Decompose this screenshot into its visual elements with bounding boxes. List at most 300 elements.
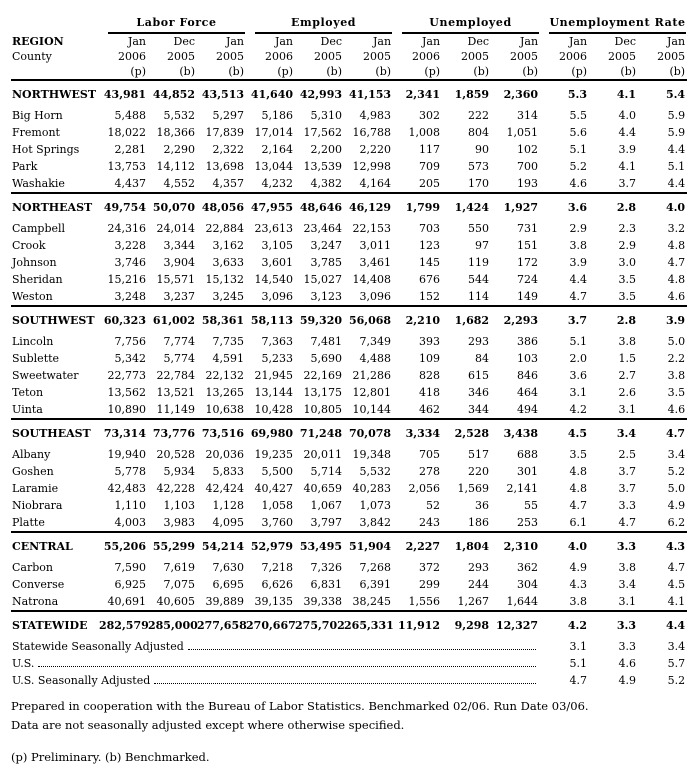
value-cell: 5.1 xyxy=(569,335,588,348)
value-cell: 3,983 xyxy=(163,516,195,529)
value-cell: 2,056 xyxy=(408,482,441,495)
value-cell: 48,646 xyxy=(295,193,344,220)
dot-leader xyxy=(38,666,536,667)
value-cell: 5.9 xyxy=(667,126,686,139)
value-cell: 39,338 xyxy=(303,595,343,608)
county-row-sheridan xyxy=(11,271,687,288)
value-cell: 5,186 xyxy=(261,109,294,122)
county-row-campbell xyxy=(11,220,687,237)
value-cell: 3,760 xyxy=(261,516,294,529)
value-cell: 3.1 xyxy=(569,640,588,653)
value-cell: 42,228 xyxy=(156,482,195,495)
value-cell: 3,096 xyxy=(359,290,392,303)
value-cell: 3.9 xyxy=(618,143,637,156)
dot-leader xyxy=(154,683,536,684)
value-cell: 573 xyxy=(468,160,490,173)
value-cell: 3,633 xyxy=(212,256,245,269)
value-cell: 4.1 xyxy=(589,80,638,107)
county-row-niobrara xyxy=(11,497,687,514)
adjusted-row-u-s xyxy=(11,655,687,672)
county-name: Teton xyxy=(12,386,44,399)
value-cell: 2,360 xyxy=(491,80,540,107)
value-cell: 7,363 xyxy=(261,335,294,348)
value-cell: 22,884 xyxy=(205,222,245,235)
value-cell: 15,132 xyxy=(205,273,245,286)
value-cell: 5,488 xyxy=(114,109,146,122)
value-cell: 2,293 xyxy=(491,306,540,333)
value-cell: 14,112 xyxy=(156,160,195,173)
group-employed xyxy=(246,12,393,34)
county-name: Albany xyxy=(12,448,51,461)
header-year-row xyxy=(11,49,687,64)
county-name: Washakie xyxy=(12,177,65,190)
value-cell: 6,831 xyxy=(310,578,343,591)
county-row-teton xyxy=(11,384,687,401)
value-cell: 4.3 xyxy=(638,532,687,559)
value-cell: 2,290 xyxy=(163,143,195,156)
value-cell: 3.9 xyxy=(638,306,687,333)
county-name: Fremont xyxy=(12,126,60,139)
value-cell: 4.0 xyxy=(638,193,687,220)
value-cell: 55,206 xyxy=(99,532,148,559)
value-cell: 4,232 xyxy=(261,177,294,190)
value-cell: 3,123 xyxy=(310,290,343,303)
value-cell: 6,925 xyxy=(114,578,146,591)
col-month-g2-c3: Jan xyxy=(372,35,392,48)
region-row-southwest xyxy=(11,306,687,333)
value-cell: 3,842 xyxy=(359,516,392,529)
value-cell: 43,513 xyxy=(197,80,246,107)
labor-force-table xyxy=(11,12,687,689)
county-row-hot-springs xyxy=(11,141,687,158)
value-cell: 151 xyxy=(517,239,539,252)
value-cell: 48,056 xyxy=(197,193,246,220)
value-cell: 4,382 xyxy=(310,177,343,190)
value-cell: 6.2 xyxy=(667,516,686,529)
value-cell: 19,348 xyxy=(352,448,392,461)
value-cell: 462 xyxy=(419,403,441,416)
county-name: Big Horn xyxy=(12,109,63,122)
value-cell: 3,162 xyxy=(212,239,245,252)
value-cell: 42,424 xyxy=(205,482,245,495)
value-cell: 42,483 xyxy=(107,482,146,495)
col-month-g3-c1: Jan xyxy=(421,35,441,48)
value-cell: 804 xyxy=(468,126,490,139)
adjusted-label-text: Statewide Seasonally Adjusted xyxy=(12,640,184,653)
col-note-g1-c1: (p) xyxy=(130,65,146,78)
county-name: Johnson xyxy=(12,256,57,269)
value-cell: 4.6 xyxy=(667,403,686,416)
value-cell: 4,003 xyxy=(114,516,146,529)
value-cell: 52,979 xyxy=(246,532,295,559)
col-month-g4-c1: Jan xyxy=(568,35,588,48)
value-cell: 4.0 xyxy=(540,532,589,559)
county-name: Sheridan xyxy=(12,273,63,286)
county-header-label: County xyxy=(12,50,52,63)
value-cell: 4.1 xyxy=(667,595,686,608)
value-cell: 244 xyxy=(468,578,490,591)
group-labor-force xyxy=(99,12,246,34)
value-cell: 59,320 xyxy=(295,306,344,333)
value-cell: 114 xyxy=(468,290,490,303)
value-cell: 4.4 xyxy=(618,126,637,139)
value-cell: 3.5 xyxy=(618,273,637,286)
value-cell: 5.1 xyxy=(569,657,588,670)
col-year-g2-c3: 2005 xyxy=(363,50,392,63)
value-cell: 1,556 xyxy=(408,595,441,608)
county-row-washakie xyxy=(11,175,687,193)
value-cell: 1,058 xyxy=(261,499,294,512)
value-cell: 14,540 xyxy=(254,273,294,286)
value-cell: 3.8 xyxy=(569,595,588,608)
value-cell: 3,096 xyxy=(261,290,294,303)
adjusted-label-text: U.S. xyxy=(12,657,35,670)
value-cell: 193 xyxy=(517,177,539,190)
value-cell: 1,859 xyxy=(442,80,491,107)
value-cell: 3.1 xyxy=(618,403,637,416)
value-cell: 40,283 xyxy=(352,482,392,495)
value-cell: 393 xyxy=(419,335,441,348)
value-cell: 282,579 xyxy=(99,611,148,638)
county-name: Lincoln xyxy=(12,335,54,348)
value-cell: 346 xyxy=(468,386,490,399)
col-note-g3-c1: (p) xyxy=(424,65,441,78)
col-note-g2-c3: (b) xyxy=(375,65,392,78)
value-cell: 386 xyxy=(517,335,539,348)
value-cell: 293 xyxy=(468,335,490,348)
value-cell: 301 xyxy=(517,465,539,478)
value-cell: 2.7 xyxy=(618,369,637,382)
value-cell: 21,945 xyxy=(254,369,294,382)
value-cell: 1,424 xyxy=(442,193,491,220)
value-cell: 3,601 xyxy=(261,256,294,269)
value-cell: 17,562 xyxy=(303,126,343,139)
value-cell: 23,464 xyxy=(303,222,343,235)
value-cell: 700 xyxy=(517,160,539,173)
value-cell: 5.0 xyxy=(667,335,686,348)
value-cell: 4.9 xyxy=(569,561,588,574)
value-cell: 275,702 xyxy=(295,611,344,638)
footer-adjustment-line: Data are not seasonally adjusted except where otherwise specified. xyxy=(11,718,405,732)
value-cell: 22,169 xyxy=(303,369,343,382)
value-cell: 2.9 xyxy=(618,239,637,252)
value-cell: 4,488 xyxy=(359,352,392,365)
value-cell: 2.9 xyxy=(569,222,588,235)
value-cell: 293 xyxy=(468,561,490,574)
value-cell: 11,912 xyxy=(393,611,442,638)
value-cell: 56,068 xyxy=(344,306,393,333)
table-body xyxy=(11,80,687,689)
value-cell: 22,153 xyxy=(352,222,392,235)
county-name: Hot Springs xyxy=(12,143,80,156)
value-cell: 277,658 xyxy=(197,611,246,638)
value-cell: 10,428 xyxy=(254,403,294,416)
group-employed-label: Employed xyxy=(255,16,392,34)
value-cell: 3.3 xyxy=(589,611,638,638)
value-cell: 23,613 xyxy=(254,222,294,235)
value-cell: 4,591 xyxy=(212,352,245,365)
value-cell: 2,310 xyxy=(491,532,540,559)
value-cell: 2,210 xyxy=(393,306,442,333)
value-cell: 4,357 xyxy=(212,177,245,190)
value-cell: 51,904 xyxy=(344,532,393,559)
value-cell: 13,175 xyxy=(303,386,343,399)
county-name: Platte xyxy=(12,516,45,529)
col-month-g3-c2: Dec xyxy=(467,35,490,48)
col-note-g1-c3: (b) xyxy=(228,65,245,78)
value-cell: 5,532 xyxy=(163,109,195,122)
value-cell: 5,778 xyxy=(114,465,146,478)
value-cell: 18,022 xyxy=(107,126,146,139)
value-cell: 13,265 xyxy=(205,386,245,399)
value-cell: 285,000 xyxy=(148,611,197,638)
value-cell: 4.8 xyxy=(569,465,588,478)
value-cell: 4.7 xyxy=(667,561,686,574)
value-cell: 3.6 xyxy=(540,193,589,220)
value-cell: 38,245 xyxy=(352,595,392,608)
col-year-g4-c3: 2005 xyxy=(657,50,686,63)
county-row-goshen xyxy=(11,463,687,480)
value-cell: 7,326 xyxy=(310,561,343,574)
value-cell: 10,638 xyxy=(205,403,245,416)
value-cell: 5.7 xyxy=(667,657,686,670)
value-cell: 41,153 xyxy=(344,80,393,107)
value-cell: 9,298 xyxy=(442,611,491,638)
value-cell: 40,605 xyxy=(156,595,195,608)
value-cell: 4.7 xyxy=(569,674,588,687)
value-cell: 517 xyxy=(468,448,490,461)
value-cell: 4.6 xyxy=(618,657,637,670)
value-cell: 1,103 xyxy=(163,499,195,512)
value-cell: 46,129 xyxy=(344,193,393,220)
value-cell: 3,334 xyxy=(393,419,442,446)
value-cell: 4.4 xyxy=(638,611,687,638)
value-cell: 6,695 xyxy=(212,578,245,591)
county-row-sublette xyxy=(11,350,687,367)
group-unemployment-rate-label: Unemployment Rate xyxy=(549,16,686,34)
col-note-g1-c2: (b) xyxy=(179,65,195,78)
value-cell: 4.7 xyxy=(569,499,588,512)
value-cell: 2,528 xyxy=(442,419,491,446)
value-cell: 69,980 xyxy=(246,419,295,446)
value-cell: 1,067 xyxy=(310,499,343,512)
value-cell: 731 xyxy=(517,222,539,235)
value-cell: 5.3 xyxy=(540,80,589,107)
value-cell: 4.2 xyxy=(569,403,588,416)
value-cell: 7,735 xyxy=(212,335,245,348)
county-name: Campbell xyxy=(12,222,66,235)
note-header-spacer xyxy=(11,64,99,80)
col-month-g4-c2: Dec xyxy=(614,35,637,48)
value-cell: 4,552 xyxy=(163,177,195,190)
value-cell: 17,839 xyxy=(205,126,245,139)
value-cell: 13,698 xyxy=(205,160,245,173)
county-name: Carbon xyxy=(12,561,53,574)
value-cell: 117 xyxy=(419,143,441,156)
value-cell: 13,521 xyxy=(156,386,195,399)
col-year-g2-c2: 2005 xyxy=(314,50,343,63)
adjusted-label-text: U.S. Seasonally Adjusted xyxy=(12,674,151,687)
adjusted-label-cell xyxy=(11,672,540,689)
value-cell: 52 xyxy=(426,499,441,512)
value-cell: 4.4 xyxy=(667,143,686,156)
value-cell: 4.6 xyxy=(667,290,686,303)
value-cell: 3.6 xyxy=(569,369,588,382)
value-cell: 2.2 xyxy=(667,352,686,365)
value-cell: 253 xyxy=(517,516,539,529)
value-cell: 103 xyxy=(517,352,539,365)
value-cell: 1,804 xyxy=(442,532,491,559)
value-cell: 5,310 xyxy=(310,109,343,122)
value-cell: 550 xyxy=(468,222,490,235)
value-cell: 3,237 xyxy=(163,290,195,303)
group-header-spacer xyxy=(11,12,99,34)
value-cell: 13,539 xyxy=(303,160,343,173)
value-cell: 3.4 xyxy=(618,578,637,591)
value-cell: 3,228 xyxy=(114,239,146,252)
value-cell: 70,078 xyxy=(344,419,393,446)
county-name: Converse xyxy=(12,578,65,591)
value-cell: 1,682 xyxy=(442,306,491,333)
county-row-fremont xyxy=(11,124,687,141)
value-cell: 19,940 xyxy=(107,448,146,461)
value-cell: 304 xyxy=(517,578,539,591)
value-cell: 39,889 xyxy=(205,595,245,608)
value-cell: 4.8 xyxy=(569,482,588,495)
value-cell: 3,797 xyxy=(310,516,343,529)
value-cell: 7,756 xyxy=(114,335,146,348)
value-cell: 3.1 xyxy=(618,595,637,608)
col-month-g1-c2: Dec xyxy=(173,35,195,48)
value-cell: 4.7 xyxy=(638,419,687,446)
value-cell: 3,105 xyxy=(261,239,294,252)
county-name: Weston xyxy=(12,290,53,303)
value-cell: 5.2 xyxy=(667,465,686,478)
value-cell: 20,528 xyxy=(156,448,195,461)
value-cell: 123 xyxy=(419,239,441,252)
header-note-row xyxy=(11,64,687,80)
col-year-g4-c2: 2005 xyxy=(608,50,637,63)
group-unemployment-rate xyxy=(540,12,687,34)
region-row-statewide xyxy=(11,611,687,638)
value-cell: 5,934 xyxy=(163,465,195,478)
value-cell: 705 xyxy=(419,448,441,461)
value-cell: 1.5 xyxy=(618,352,637,365)
value-cell: 1,927 xyxy=(491,193,540,220)
county-name: Sweetwater xyxy=(12,369,79,382)
value-cell: 172 xyxy=(517,256,539,269)
col-year-g1-c1: 2006 xyxy=(118,50,146,63)
col-note-g4-c1: (p) xyxy=(571,65,588,78)
value-cell: 278 xyxy=(419,465,441,478)
value-cell: 7,619 xyxy=(163,561,195,574)
value-cell: 40,691 xyxy=(107,595,146,608)
value-cell: 3.8 xyxy=(618,561,637,574)
adjusted-row-u-s-seasonally-adjusted xyxy=(11,672,687,689)
county-name: Uinta xyxy=(12,403,43,416)
value-cell: 22,773 xyxy=(107,369,146,382)
value-cell: 2.5 xyxy=(618,448,637,461)
value-cell: 43,981 xyxy=(99,80,148,107)
group-unemployed xyxy=(393,12,540,34)
value-cell: 13,562 xyxy=(107,386,146,399)
county-name: Laramie xyxy=(12,482,59,495)
value-cell: 152 xyxy=(419,290,441,303)
value-cell: 16,788 xyxy=(352,126,392,139)
value-cell: 302 xyxy=(419,109,441,122)
value-cell: 3.3 xyxy=(618,640,637,653)
value-cell: 846 xyxy=(517,369,539,382)
footer-prepared-line: Prepared in cooperation with the Bureau of Labor Statistics. Benchmarked 02/06. Run Date 03/06. xyxy=(11,699,589,713)
value-cell: 5,690 xyxy=(310,352,343,365)
value-cell: 1,644 xyxy=(506,595,539,608)
value-cell: 2.8 xyxy=(589,306,638,333)
region-row-northeast xyxy=(11,193,687,220)
value-cell: 724 xyxy=(517,273,539,286)
value-cell: 10,805 xyxy=(303,403,343,416)
value-cell: 3.5 xyxy=(618,290,637,303)
value-cell: 6,391 xyxy=(359,578,392,591)
value-cell: 11,149 xyxy=(156,403,195,416)
value-cell: 1,073 xyxy=(359,499,392,512)
value-cell: 220 xyxy=(468,465,490,478)
value-cell: 58,113 xyxy=(246,306,295,333)
region-header-label: REGION xyxy=(12,35,64,48)
value-cell: 3.7 xyxy=(618,177,637,190)
county-row-converse xyxy=(11,576,687,593)
value-cell: 4,983 xyxy=(359,109,392,122)
county-row-crook xyxy=(11,237,687,254)
col-month-g2-c1: Jan xyxy=(274,35,294,48)
col-month-g3-c3: Jan xyxy=(519,35,539,48)
value-cell: 3.8 xyxy=(667,369,686,382)
group-labor-force-label: Labor Force xyxy=(108,16,245,34)
value-cell: 3.7 xyxy=(618,482,637,495)
value-cell: 5.5 xyxy=(569,109,588,122)
value-cell: 1,128 xyxy=(212,499,245,512)
value-cell: 676 xyxy=(419,273,441,286)
value-cell: 4.4 xyxy=(667,177,686,190)
region-row-southeast xyxy=(11,419,687,446)
value-cell: 42,993 xyxy=(295,80,344,107)
value-cell: 15,027 xyxy=(303,273,343,286)
value-cell: 5.0 xyxy=(667,482,686,495)
county-name: Goshen xyxy=(12,465,54,478)
value-cell: 5,342 xyxy=(114,352,146,365)
county-row-park xyxy=(11,158,687,175)
value-cell: 5,714 xyxy=(310,465,343,478)
col-note-g4-c3: (b) xyxy=(669,65,686,78)
value-cell: 40,427 xyxy=(254,482,294,495)
value-cell: 3.5 xyxy=(569,448,588,461)
value-cell: 4,095 xyxy=(212,516,245,529)
value-cell: 3.2 xyxy=(667,222,686,235)
value-cell: 4.5 xyxy=(667,578,686,591)
value-cell: 55,299 xyxy=(148,532,197,559)
value-cell: 4.7 xyxy=(667,256,686,269)
dot-leader xyxy=(188,649,536,650)
value-cell: 3.3 xyxy=(589,532,638,559)
value-cell: 3.4 xyxy=(667,640,686,653)
adjusted-label-cell xyxy=(11,638,540,655)
value-cell: 61,002 xyxy=(148,306,197,333)
header-month-row xyxy=(11,34,687,49)
value-cell: 145 xyxy=(419,256,441,269)
value-cell: 3,785 xyxy=(310,256,343,269)
value-cell: 20,036 xyxy=(205,448,245,461)
value-cell: 5.1 xyxy=(667,160,686,173)
value-cell: 186 xyxy=(468,516,490,529)
